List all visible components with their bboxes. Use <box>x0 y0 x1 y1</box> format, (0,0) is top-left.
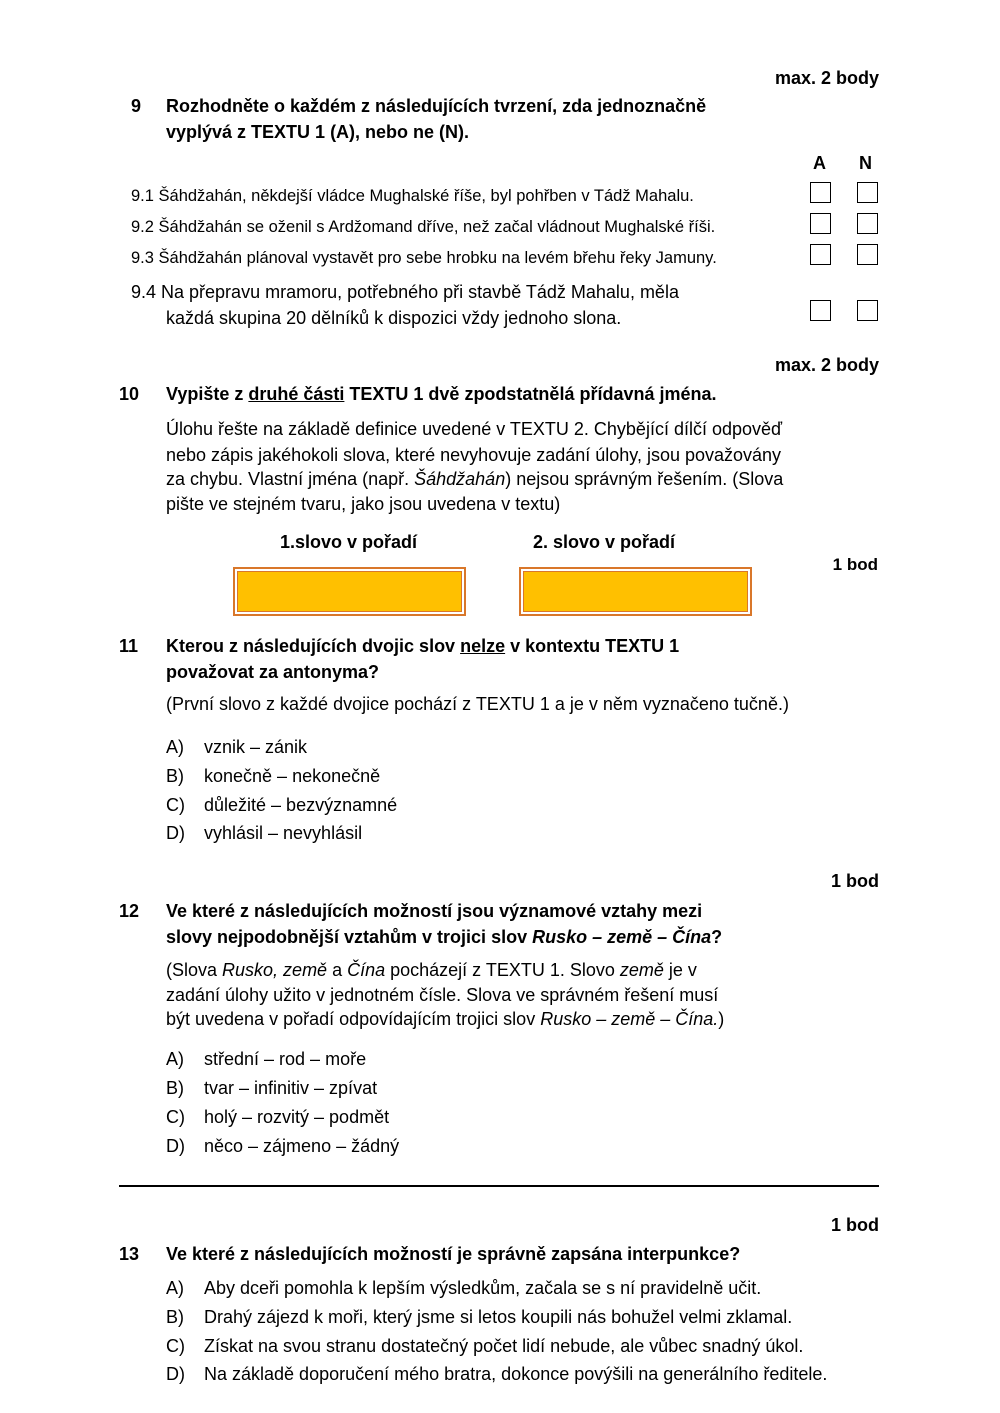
q9-3-checkbox-n[interactable] <box>857 244 878 265</box>
q10-number: 10 <box>119 384 140 404</box>
q9-column-n-header: N <box>859 153 872 173</box>
q9-4-checkbox-a[interactable] <box>810 300 831 321</box>
q12-prompt-line2: slovy nejpodobnější vztahům v trojici slov Rusko – země – Čína? <box>166 927 723 947</box>
q12-option-d[interactable]: D) něco – zájmeno – žádný <box>166 1136 400 1156</box>
q12-option-c[interactable]: C) holý – rozvitý – podmět <box>166 1107 390 1127</box>
q9-1-checkbox-n[interactable] <box>857 182 878 203</box>
q11-prompt-line1: Kterou z následujících dvojic slov nelze v kontextu TEXTU 1 <box>166 636 680 656</box>
q10-answer-box-1[interactable] <box>233 567 466 616</box>
q9-2-checkbox-a[interactable] <box>810 213 831 234</box>
q9-item-4-line2: každá skupina 20 dělníků k dispozici vždy jednoho slona. <box>166 308 622 328</box>
q11-note: (První slovo z každé dvojice pochází z TEXTU 1 a je v něm vyznačeno tučně.) <box>166 694 789 714</box>
q11-number: 11 <box>119 636 139 656</box>
q10-instruction-line3: za chybu. Vlastní jména (např. Šáhdžahán) nejsou správným řešením. (Slova <box>166 469 784 489</box>
q9-prompt-line1: Rozhodněte o každém z následujících tvrzení, zda jednoznačně <box>166 96 707 116</box>
q11-option-a[interactable]: A) vznik – zánik <box>166 737 308 757</box>
q9-2-checkbox-n[interactable] <box>857 213 878 234</box>
q9-number: 9 <box>131 96 142 116</box>
q11-option-b[interactable]: B) konečně – nekonečně <box>166 766 381 786</box>
q11-prompt-line2: považovat za antonyma? <box>166 662 380 682</box>
q9-prompt-line2: vyplývá z TEXTU 1 (A), nebo ne (N). <box>166 122 470 142</box>
q9-column-a-header: A <box>813 153 826 173</box>
q12-prompt-line1: Ve které z následujících možností jsou významové vztahy mezi <box>166 901 703 921</box>
q10-answer-box-2[interactable] <box>519 567 752 616</box>
q9-item-2: 9.2 Šáhdžahán se oženil s Ardžomand dříve, než začal vládnout Mughalské říši. <box>131 218 716 236</box>
q9-3-checkbox-a[interactable] <box>810 244 831 265</box>
q10-side-points: 1 bod <box>832 555 878 574</box>
q9-1-checkbox-a[interactable] <box>810 182 831 203</box>
q13-number: 13 <box>119 1244 140 1264</box>
q10-instruction-line4: pište ve stejném tvaru, jako jsou uvedena v textu) <box>166 494 561 514</box>
q13-option-a[interactable]: A) Aby dceři pomohla k lepším výsledkům, začala se s ní pravidelně učit. <box>166 1278 762 1298</box>
q12-note-line2: zadání úlohy užito v jednotném čísle. Slova ve správném řešení musí <box>166 985 719 1005</box>
section-divider <box>119 1185 879 1187</box>
q12-option-b[interactable]: B) tvar – infinitiv – zpívat <box>166 1078 378 1098</box>
q12-number: 12 <box>119 901 140 921</box>
q13-option-c[interactable]: C) Získat na svou stranu dostatečný počet lidí nebude, ale vůbec snadný úkol. <box>166 1336 804 1356</box>
q13-points: 1 bod <box>831 1215 879 1235</box>
q10-instruction-line2: nebo zápis jakéhokoli slova, které nevyhovuje zadání úlohy, jsou považovány <box>166 445 782 465</box>
q12-note-line1: (Slova Rusko, země a Čína pocházejí z TEXTU 1. Slovo země je v <box>166 960 697 980</box>
q13-option-d[interactable]: D) Na základě doporučení mého bratra, dokonce povýšili na generálního ředitele. <box>166 1364 828 1384</box>
q9-item-1: 9.1 Šáhdžahán, někdejší vládce Mughalské říše, byl pohřben v Tádž Mahalu. <box>131 187 694 205</box>
q9-item-3: 9.3 Šáhdžahán plánoval vystavět pro sebe hrobku na levém břehu řeky Jamuny. <box>131 249 717 267</box>
q12-note-line3: být uvedena v pořadí odpovídajícím trojici slov Rusko – země – Čína.) <box>166 1009 725 1029</box>
q11-option-c[interactable]: C) důležité – bezvýznamné <box>166 795 398 815</box>
q10-word2-label: 2. slovo v pořadí <box>533 532 676 552</box>
q10-points: max. 2 body <box>774 355 879 375</box>
q13-prompt: Ve které z následujících možností je správně zapsána interpunkce? <box>166 1244 741 1264</box>
q12-option-a[interactable]: A) střední – rod – moře <box>166 1049 367 1069</box>
q9-4-checkbox-n[interactable] <box>857 300 878 321</box>
q13-option-b[interactable]: B) Drahý zájezd k moři, který jsme si letos koupili nás bohužel velmi zklamal. <box>166 1307 793 1327</box>
q9-points: max. 2 body <box>774 68 879 88</box>
q11-option-d[interactable]: D) vyhlásil – nevyhlásil <box>166 823 363 843</box>
q12-points: 1 bod <box>831 871 879 891</box>
q9-item-4-line1: 9.4 Na přepravu mramoru, potřebného při stavbě Tádž Mahalu, měla <box>131 282 679 302</box>
q10-word1-label: 1.slovo v pořadí <box>280 532 418 552</box>
q10-prompt: Vypište z druhé části TEXTU 1 dvě zpodstatnělá přídavná jména. <box>166 384 717 404</box>
q10-instruction-line1: Úlohu řešte na základě definice uvedené v TEXTU 2. Chybějící dílčí odpověď <box>166 419 783 439</box>
